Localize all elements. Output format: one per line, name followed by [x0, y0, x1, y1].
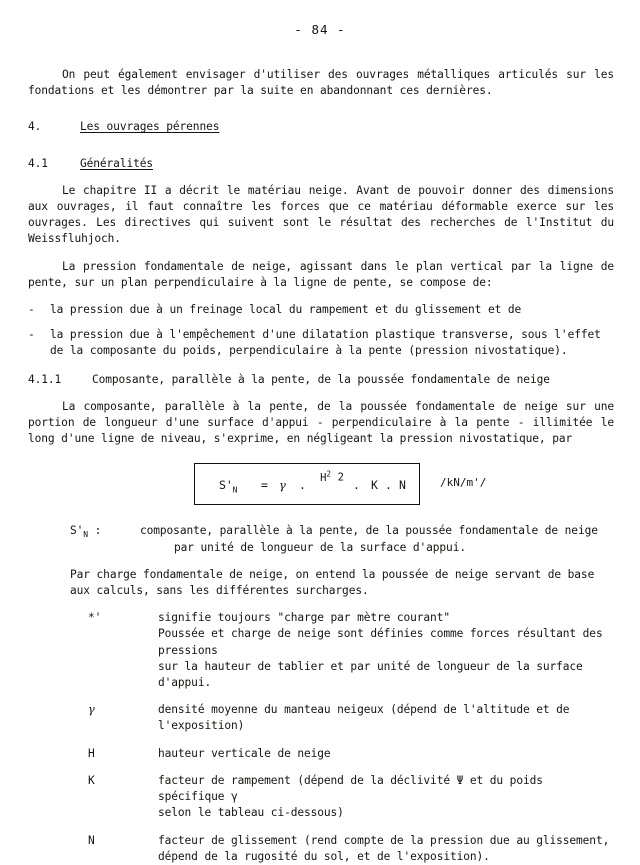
paragraph-chapitre: Le chapitre II a décrit le matériau neige. Avant de pouvoir donner des dimensions aux ouvrages, il faut connaître les forces que ce matériau déformable exerce sur les ouvrages. Les directives qui suivent sont le résultat des recherches de l'Institut du Weissfluhjoch.: [28, 183, 614, 246]
list-item: [28, 327, 614, 359]
definition-text: [158, 773, 614, 822]
definition-text: [158, 833, 614, 865]
pressure-components-list: [28, 302, 614, 360]
formula-n: N: [399, 478, 406, 493]
definition-symbol: K: [88, 773, 95, 787]
definition-symbol: *': [88, 611, 102, 625]
heading-4-title: Les ouvrages pérennes: [80, 120, 220, 134]
definition-text: hauteur verticale de neige: [158, 746, 331, 760]
spacer: [28, 110, 614, 119]
dash-marker: -: [28, 328, 35, 342]
formula-box: [194, 463, 420, 505]
list-item-label: la pression due à un freinage local du rampement et du glissement et de: [50, 303, 522, 317]
heading-41-title: Généralités: [80, 156, 153, 170]
formula-equals: =: [261, 478, 268, 493]
formula-denominator: 2: [337, 471, 344, 484]
page-number: - 84 -: [294, 22, 346, 37]
list-item-label: [50, 327, 614, 359]
heading-411-title: Composante, parallèle à la pente, de la poussée fondamentale de neige: [92, 372, 550, 386]
formula-dot-1: .: [299, 478, 306, 493]
formula-gamma: γ: [279, 478, 286, 493]
definition-row: [28, 773, 614, 822]
definition-row: [28, 833, 614, 865]
list-item-line2: de la composante du poids, perpendiculaire à la pente (pression nivostatique).: [50, 344, 568, 358]
formula-dot-3: .: [385, 478, 392, 493]
definition-text: densité moyenne du manteau neigeux (dépend de l'altitude et de l'exposition): [158, 703, 570, 733]
definition-text: [140, 523, 614, 555]
formula-units: /kN/m'/: [440, 476, 487, 490]
definition-line1: facteur de glissement (rend compte de la pression due au glissement,: [158, 833, 610, 847]
definition-row: [28, 746, 614, 762]
definition-row: [28, 523, 614, 555]
definition-symbol: γ: [88, 703, 95, 717]
definition-line2: par unité de longueur de la surface d'appui.: [174, 540, 466, 554]
document-page: [0, 22, 640, 863]
heading-section-4-1-1: [28, 372, 614, 388]
definition-line3: sur la hauteur de tablier et par unité de longueur de la surface d'appui.: [158, 659, 583, 690]
definition-row: [28, 702, 614, 734]
formula-fraction: [319, 468, 345, 485]
definitions-list: [28, 523, 614, 864]
paragraph-charge: Par charge fondamentale de neige, on entend la poussée de neige servant de base aux calculs, sans les différentes surcharges.: [70, 567, 595, 598]
formula-content: [195, 464, 419, 504]
heading-41-number: 4.1: [28, 156, 48, 170]
formula-lhs: $S'_N$: [219, 478, 238, 495]
definition-line1: signifie toujours "charge par mètre courant": [158, 611, 450, 625]
definition-line1: composante, parallèle à la pente, de la poussée fondamentale de neige: [140, 524, 598, 538]
document-body: [0, 67, 640, 865]
definition-symbol: H: [88, 746, 95, 760]
paragraph-intro: On peut également envisager d'utiliser des ouvrages métalliques articulés sur les fondations et les démontrer par la suite en abandonnant ces dernières.: [28, 68, 614, 98]
formula-k: K: [371, 478, 378, 493]
heading-section-4: [28, 119, 614, 135]
spacer: [28, 147, 614, 156]
heading-section-4-1: [28, 156, 614, 172]
definition-symbol: $S'_N$ :: [70, 524, 102, 540]
definition-line2: Poussée et charge de neige sont définies comme forces résultant des pressions: [158, 627, 603, 657]
heading-4-number: 4.: [28, 120, 42, 134]
list-item-line1: la pression due à l'empêchement d'une dilatation plastique transverse, sous l'effet: [50, 328, 601, 342]
heading-411-number: 4.1.1: [28, 372, 62, 386]
definition-line1: facteur de rampement (dépend de la déclivité Ψ et du poids spécifique γ: [158, 773, 543, 804]
definition-line2: selon le tableau ci-dessous): [158, 806, 344, 820]
list-item: [28, 302, 614, 318]
paragraph-pression: La pression fondamentale de neige, agissant dans le plan vertical par la ligne de pente, sur un plan perpendiculaire à la ligne de pente, se compose de:: [28, 259, 614, 289]
definition-text: [158, 610, 614, 691]
dash-marker: -: [28, 303, 35, 317]
formula-dot-2: .: [353, 478, 360, 493]
definition-line2: dépend de la rugosité du sol, et de l'exposition).: [158, 849, 490, 863]
definition-symbol: N: [88, 833, 95, 847]
paragraph-composante: La composante, parallèle à la pente, de la poussée fondamentale de neige sur une portion de longueur d'une surface d'appui - perpendiculaire à la pente - illimitée le long d'une ligne de niveau, s'exprime, en négligeant la pression nivostatique, par: [28, 399, 614, 446]
formula-numerator: $H^2$: [320, 469, 331, 484]
formula-block: [28, 463, 614, 509]
definition-row: [28, 610, 614, 691]
